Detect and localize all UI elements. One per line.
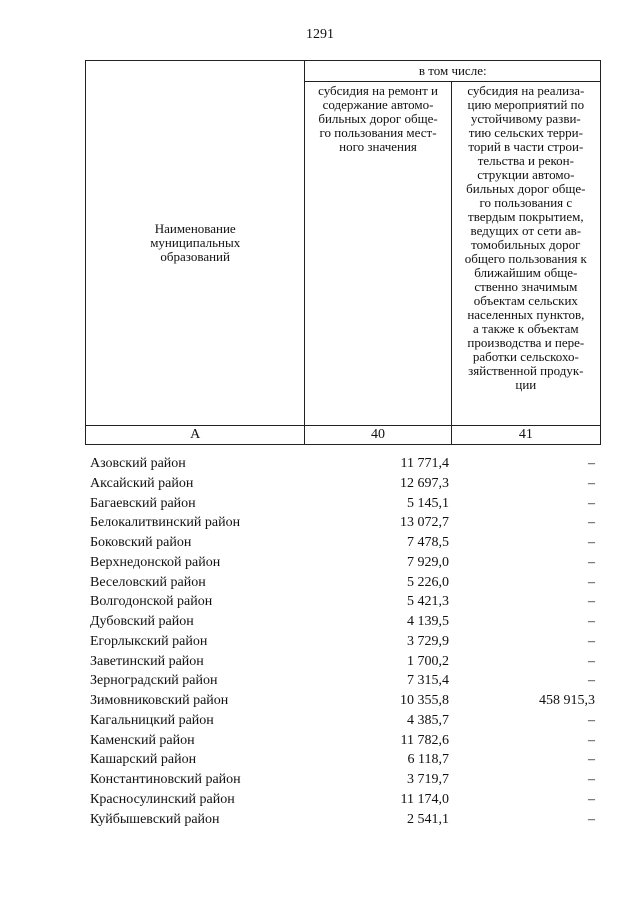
value-col-40: 11 782,6 — [400, 732, 449, 748]
district-name: Азовский район — [90, 456, 186, 471]
value-col-40: 11 174,0 — [400, 791, 449, 807]
table-body — [85, 454, 601, 829]
value-col-41: 458 915,3 — [539, 693, 595, 708]
district-name: Константиновский район — [90, 772, 241, 787]
value-col-40: 7 478,5 — [407, 535, 449, 550]
value-col-41: – — [588, 554, 595, 570]
district-name: Егорлыкский район — [90, 633, 208, 649]
table-row — [85, 513, 601, 533]
table-row — [85, 612, 601, 632]
header-col-40: субсидия на ремонт и содержание автомо- бильных дорог обще- го пользования мест- ного значения — [305, 82, 451, 426]
district-name: Веселовский район — [90, 574, 206, 590]
value-col-41: – — [588, 614, 595, 629]
value-col-40: 5 145,1 — [407, 495, 449, 511]
index-name: А — [86, 426, 305, 445]
district-name: Белокалитвинский район — [90, 515, 241, 531]
table-row — [85, 770, 601, 790]
value-col-40: 12 697,3 — [400, 475, 449, 491]
value-col-40: 4 139,5 — [407, 614, 449, 629]
table-row — [85, 750, 601, 770]
district-name: Верхнедонской район — [90, 554, 221, 570]
value-col-40: 5 421,3 — [407, 594, 449, 610]
value-col-41: – — [588, 515, 595, 531]
value-col-40: 11 771,4 — [400, 456, 449, 471]
header-subgroup: в том числе: — [305, 61, 601, 82]
value-col-40: 10 355,8 — [400, 693, 449, 708]
table-row — [85, 573, 601, 593]
value-col-41: – — [588, 752, 595, 768]
value-col-40: 1 700,2 — [407, 653, 449, 669]
table-row — [85, 790, 601, 810]
value-col-41: – — [588, 574, 595, 590]
value-col-41: – — [588, 811, 595, 827]
value-col-41: – — [588, 594, 595, 610]
value-col-41: – — [588, 456, 595, 471]
index-40: 40 — [305, 426, 451, 445]
value-col-40: 6 118,7 — [407, 752, 449, 768]
value-col-41: – — [588, 633, 595, 649]
district-name: Кашарский район — [90, 752, 197, 768]
value-col-41: – — [588, 495, 595, 511]
header-col-41: субсидия на реализа- цию мероприятий по устойчивому разви- тию сельских терри- торий в части строи- тельства и рекон- струкции автомо- бильных дорог обще- го пользования с твердым покрытием, ведущих от сети ав- томобильных дорог общего пользования к ближайшим обще- ственно значимым объектам сельских населенных пунктов, а также к объектам производства и пере- работки сельскохо- зяйственной продук- ции — [451, 82, 600, 426]
value-col-41: – — [588, 475, 595, 491]
value-col-40: 4 385,7 — [407, 712, 449, 728]
value-col-41: – — [588, 772, 595, 787]
district-name: Каменский район — [90, 732, 195, 748]
value-col-40: 5 226,0 — [407, 574, 449, 590]
district-name: Аксайский район — [90, 475, 194, 491]
table-row — [85, 810, 601, 830]
index-41: 41 — [451, 426, 600, 445]
table-row — [85, 652, 601, 672]
value-col-41: – — [588, 791, 595, 807]
header-name-column: Наименование муниципальных образований — [86, 61, 305, 426]
district-name: Волгодонской район — [90, 594, 213, 610]
district-name: Красносулинский район — [90, 791, 235, 807]
value-col-40: 3 729,9 — [407, 633, 449, 649]
table-row — [85, 494, 601, 514]
district-name: Зимовниковский район — [90, 693, 229, 708]
table-row — [85, 553, 601, 573]
table-row — [85, 711, 601, 731]
value-col-40: 13 072,7 — [400, 515, 449, 531]
table-header — [85, 60, 601, 445]
value-col-40: 2 541,1 — [407, 811, 449, 827]
table-row — [85, 454, 601, 474]
value-col-40: 7 315,4 — [407, 673, 449, 689]
value-col-41: – — [588, 712, 595, 728]
value-col-41: – — [588, 535, 595, 550]
page-number: 1291 — [306, 27, 334, 42]
district-name: Багаевский район — [90, 495, 196, 511]
table-row — [85, 474, 601, 494]
district-name: Боковский район — [90, 535, 192, 550]
value-col-40: 7 929,0 — [407, 554, 449, 570]
table-row — [85, 533, 601, 553]
table-row — [85, 731, 601, 751]
district-name: Кагальницкий район — [90, 712, 214, 728]
value-col-41: – — [588, 732, 595, 748]
district-name: Куйбышевский район — [90, 811, 220, 827]
table-row — [85, 592, 601, 612]
table-row — [85, 691, 601, 711]
district-name: Дубовский район — [90, 614, 194, 629]
table-row — [85, 671, 601, 691]
header-index-row — [86, 426, 601, 445]
value-col-40: 3 719,7 — [407, 772, 449, 787]
district-name: Заветинский район — [90, 653, 204, 669]
table-row — [85, 632, 601, 652]
value-col-41: – — [588, 673, 595, 689]
district-name: Зерноградский район — [90, 673, 218, 689]
value-col-41: – — [588, 653, 595, 669]
